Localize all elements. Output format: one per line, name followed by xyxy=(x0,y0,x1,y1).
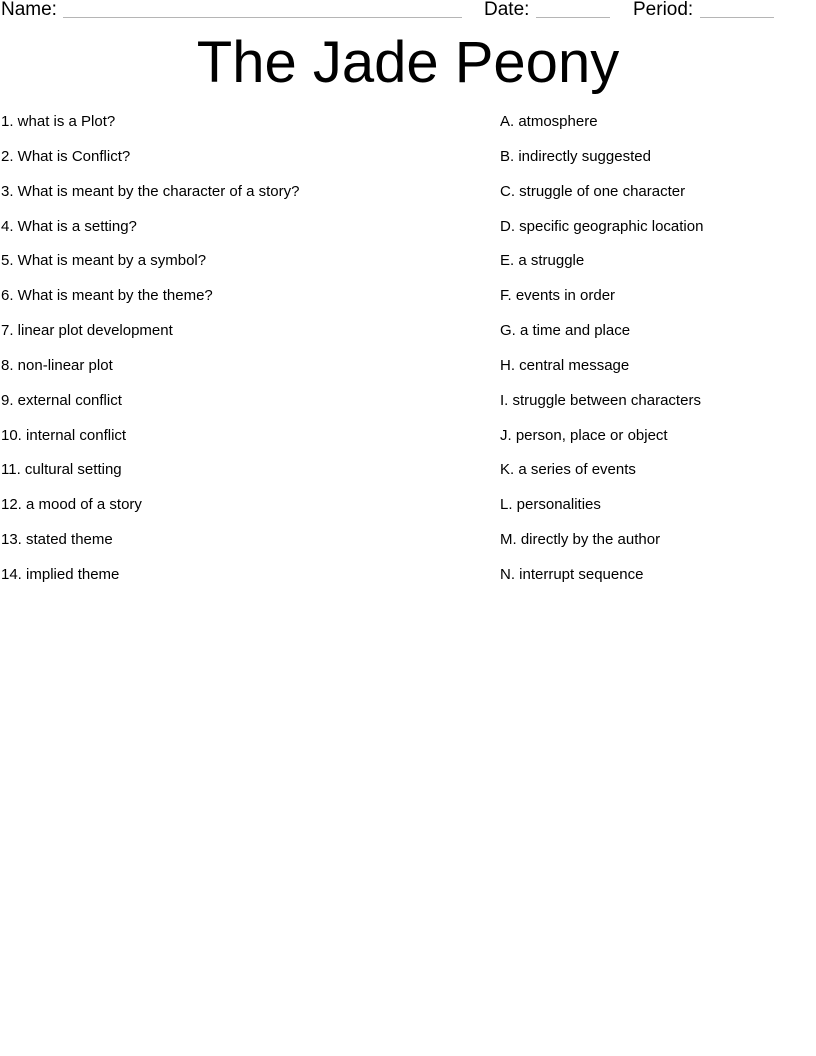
answer-item: A. atmosphere xyxy=(500,113,598,130)
period-label: Period: xyxy=(633,0,694,20)
question-item: 1. what is a Plot? xyxy=(1,113,116,130)
answer-item: M. directly by the author xyxy=(500,531,661,549)
answer-item: C. struggle of one character xyxy=(500,182,686,200)
worksheet-title: The Jade Peony xyxy=(196,30,620,95)
date-blank-line[interactable] xyxy=(536,17,610,18)
name-label: Name: xyxy=(1,0,57,20)
question-item: 5. What is meant by a symbol? xyxy=(1,252,207,270)
question-item: 2. What is Conflict? xyxy=(1,147,131,165)
question-item: 14. implied theme xyxy=(1,565,120,583)
answer-item: G. a time and place xyxy=(500,322,631,340)
question-item: 8. non-linear plot xyxy=(1,356,113,374)
question-item: 12. a mood of a story xyxy=(1,496,142,514)
answer-item: I. struggle between characters xyxy=(500,391,701,409)
name-blank-line[interactable] xyxy=(63,17,462,18)
answer-list xyxy=(500,112,810,600)
answer-item: L. personalities xyxy=(500,496,601,514)
date-label: Date: xyxy=(484,0,530,20)
question-item: 13. stated theme xyxy=(1,531,113,549)
answer-item: D. specific geographic location xyxy=(500,217,704,235)
question-item: 6. What is meant by the theme? xyxy=(1,287,213,305)
worksheet-header xyxy=(0,0,816,24)
answer-item: F. events in order xyxy=(500,287,616,305)
question-item: 11. cultural setting xyxy=(1,461,122,479)
question-list xyxy=(1,112,481,600)
question-item: 9. external conflict xyxy=(1,391,122,409)
period-blank-line[interactable] xyxy=(700,17,774,18)
answer-item: H. central message xyxy=(500,356,630,374)
answer-item: K. a series of events xyxy=(500,461,636,479)
question-item: 4. What is a setting? xyxy=(1,217,137,235)
answer-item: E. a struggle xyxy=(500,252,585,270)
answer-item: N. interrupt sequence xyxy=(500,565,644,583)
question-item: 3. What is meant by the character of a story? xyxy=(1,182,300,200)
question-item: 10. internal conflict xyxy=(1,426,127,444)
answer-item: J. person, place or object xyxy=(500,426,668,444)
question-item: 7. linear plot development xyxy=(1,322,173,340)
answer-item: B. indirectly suggested xyxy=(500,147,651,165)
